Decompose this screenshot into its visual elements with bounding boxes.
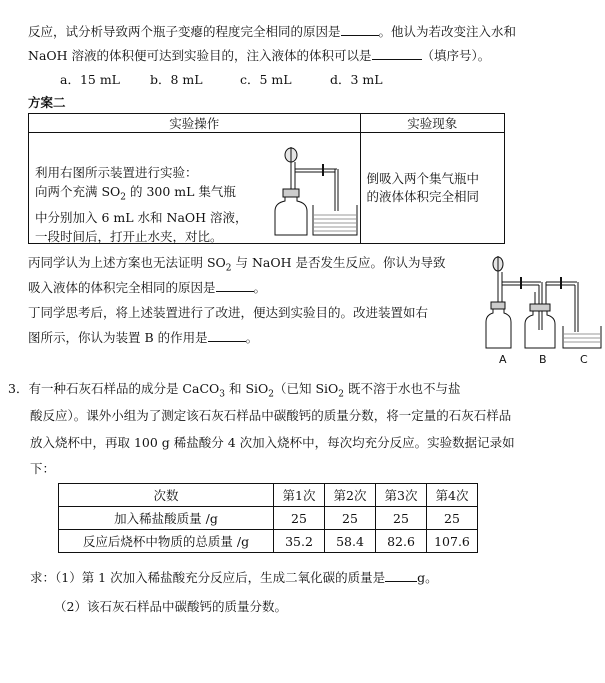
answer-blank[interactable] [208, 329, 246, 342]
apparatus-diagram [269, 143, 361, 239]
header-phenomenon: 实验现象 [360, 114, 504, 133]
table-row [59, 530, 478, 553]
q3-line4: 下： [30, 461, 56, 476]
op-line: 利用右图所示装置进行实验： [35, 165, 198, 180]
op-line: 一段时间后，打开止水夹，对比。 [35, 228, 223, 244]
para2-line2: 吸入液体的体积完全相同的原因是 。 [28, 280, 267, 295]
table-cell: 加入稀盐酸质量 /g [59, 507, 274, 530]
table-cell: 反应后烧杯中物质的总质量 /g [59, 530, 274, 553]
header-cell: 第4次 [427, 484, 478, 507]
option-b: b．8 mL [150, 72, 203, 87]
table-cell: 25 [376, 507, 427, 530]
answer-blank[interactable] [385, 569, 417, 582]
para2-line1: 丙同学认为上述方案也无法证明 $SO_2$ 与 NaOH 是否发生反应。你认为导致 [28, 255, 446, 274]
option-c: c．5 mL [240, 72, 292, 87]
para1-line1: 反应，试分析导致两个瓶子变瘪的程度完全相同的原因是 。他认为若改变注入水和 [28, 24, 517, 39]
label-c: C [580, 353, 588, 366]
phenomenon-line: 倒吸入两个集气瓶中 [366, 171, 480, 186]
para1-line2: NaOH 溶液的体积便可达到实验目的，注入液体的体积可以是 （填序号）。 [28, 48, 491, 63]
header-cell: 次数 [59, 484, 274, 507]
q3-line1: 3．有一种石灰石样品的成分是 CaCO$_3$ 和 SiO$_2$（已知 SiO$_2$ 既不溶于水也不与盐 [8, 381, 461, 400]
phenomenon-line: 的液体体积完全相同 [366, 189, 480, 204]
table-row [59, 484, 478, 507]
table-cell: 25 [325, 507, 376, 530]
para2-line4: 图所示，你认为装置 B 的作用是 。 [28, 330, 259, 345]
answer-blank[interactable] [372, 47, 422, 60]
phenomenon-cell [360, 133, 504, 244]
answer-blank[interactable] [341, 23, 379, 36]
table-cell: 25 [427, 507, 478, 530]
header-cell: 第3次 [376, 484, 427, 507]
operation-cell [29, 133, 361, 244]
ask-q1: 求：（1）第 1 次加入稀盐酸充分反应后，生成二氧化碳的质量是 g。 [30, 570, 438, 585]
options-row [60, 70, 383, 88]
header-cell: 第1次 [274, 484, 325, 507]
label-a: A [499, 353, 507, 366]
table-cell: 35.2 [274, 530, 325, 553]
op-line: 中分别加入 6 mL 水和 NaOH 溶液， [35, 209, 248, 225]
answer-blank[interactable] [216, 279, 254, 292]
header-cell: 第2次 [325, 484, 376, 507]
para2-line3: 丁同学思考后，将上述装置进行了改进，便达到实验目的。改进装置如右 [28, 305, 429, 320]
option-d: d．3 mL [330, 72, 383, 87]
header-operation: 实验操作 [29, 114, 361, 133]
table-cell: 82.6 [376, 530, 427, 553]
table-cell: 25 [274, 507, 325, 530]
improved-apparatus-diagram [483, 252, 603, 352]
table-cell: 107.6 [427, 530, 478, 553]
label-b: B [539, 353, 547, 366]
op-line: 向两个充满 $SO_2$ 的 300 mL 集气瓶 [35, 184, 236, 203]
q3-line3: 放入烧杯中，再取 100 g 稀盐酸分 4 次加入烧杯中，每次均充分反应。实验数据记录如 [30, 435, 515, 450]
ask-q2: （2）该石灰石样品中碳酸钙的质量分数。 [54, 599, 287, 614]
table-row [59, 507, 478, 530]
plan2-title: 方案二 [28, 95, 66, 110]
table-cell: 58.4 [325, 530, 376, 553]
data-table [58, 483, 478, 553]
plan2-table [28, 113, 505, 244]
q3-line2: 酸反应）。课外小组为了测定该石灰石样品中碳酸钙的质量分数，将一定量的石灰石样品 [30, 408, 512, 423]
option-a: a．15 mL [60, 72, 120, 87]
